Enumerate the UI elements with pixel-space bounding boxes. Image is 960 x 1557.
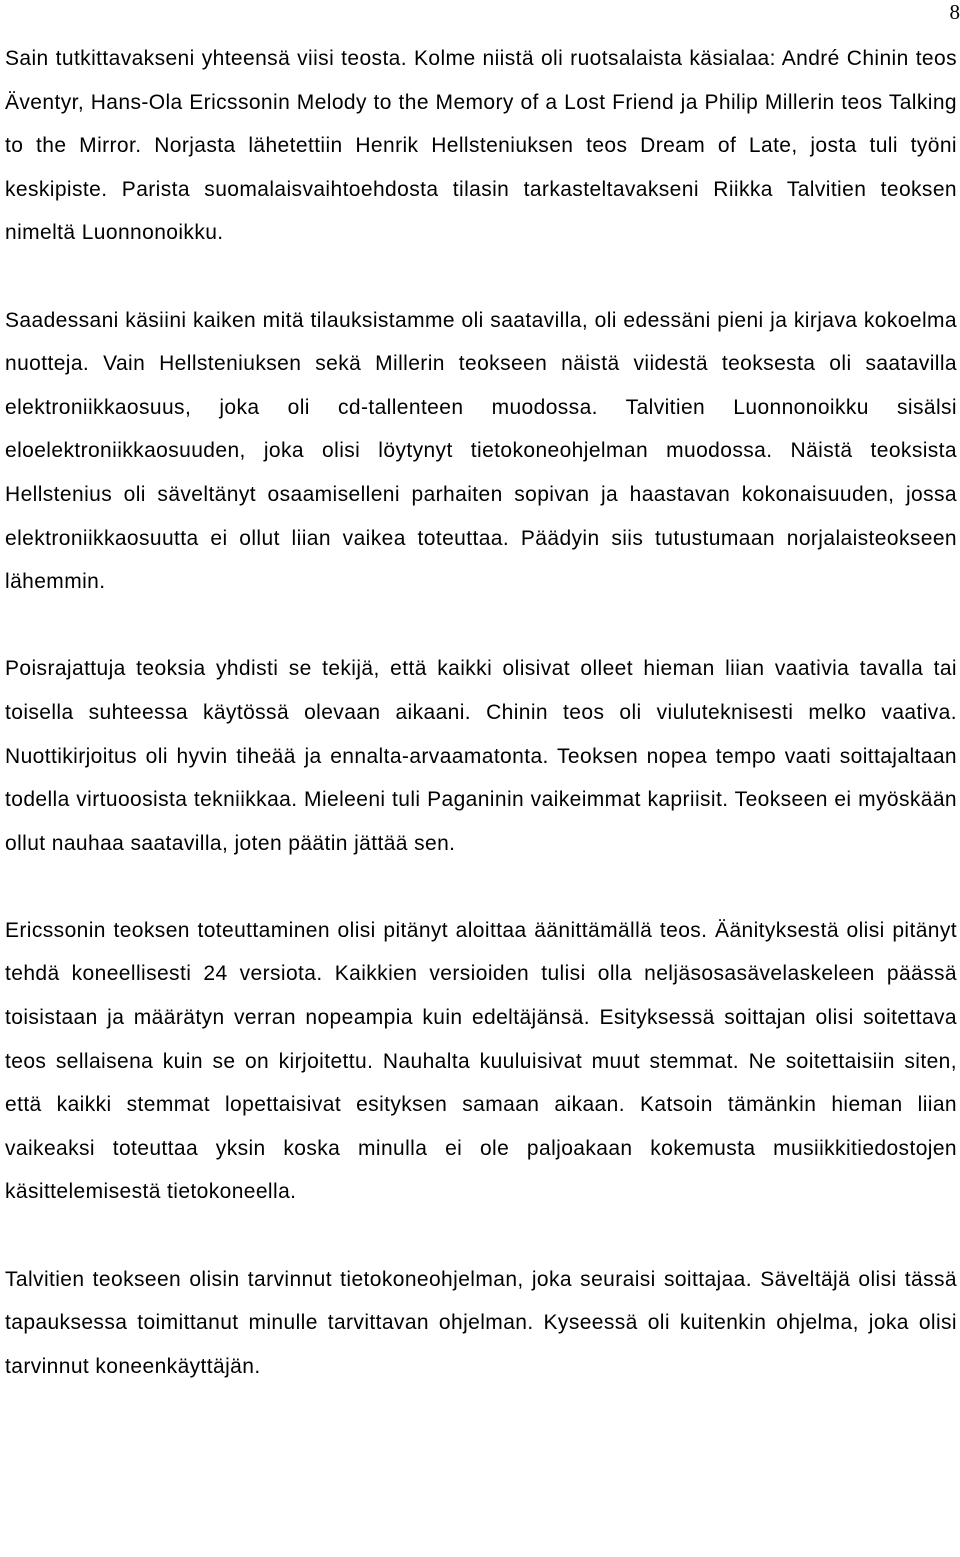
paragraph-1: Sain tutkittavakseni yhteensä viisi teosta. Kolme niistä oli ruotsalaista käsialaa: André Chinin teos Äventyr, Hans-Ola Ericssonin Melody to the Memory of a Lost Friend ja Philip Millerin teos Talking to the Mirror. Norjasta lähetettiin Henrik Hellsteniuksen teos Dream of Late, josta tuli työni keskipiste. Parista suomalaisvaihtoehdosta tilasin tarkasteltavakseni Riikka Talvitien teoksen nimeltä Luonnonoikku.	[5, 47, 957, 245]
paragraph-5: Talvitien teokseen olisin tarvinnut tietokoneohjelman, joka seuraisi soittajaa. Säveltäjä olisi tässä tapauksessa toimittanut minulle tarvittavan ohjelman. Kyseessä oli kuitenkin ohjelma, joka olisi tarvinnut koneenkäyttäjän.	[5, 1267, 957, 1378]
paragraph-4: Ericssonin teoksen toteuttaminen olisi pitänyt aloittaa äänittämällä teos. Äänityksestä olisi pitänyt tehdä koneellisesti 24 versiota. Kaikkien versioiden tulisi olla neljäsosasävelaskeleen päässä toisistaan ja määrätyn verran nopeampia kuin edeltäjänsä. Esityksessä soittajan olisi soitettava teos sellaisena kuin se on kirjoitettu. Nauhalta kuuluisivat muut stemmat. Ne soitettaisiin siten, että kaikki stemmat lopettaisivat esityksen samaan aikaan. Katsoin tämänkin hieman liian vaikeaksi toteuttaa yksin koska minulla ei ole paljoakaan kokemusta musiikkitiedostojen käsittelemisestä tietokoneella.	[5, 918, 957, 1204]
paragraph-2: Saadessani käsiini kaiken mitä tilauksistamme oli saatavilla, oli edessäni pieni ja kirjava kokoelma nuotteja. Vain Hellsteniuksen sekä Millerin teokseen näistä viidestä teoksesta oli saatavilla elektroniikkaosuus, joka oli cd-tallenteen muodossa. Talvitien Luonnonoikku sisälsi eloelektroniikkaosuuden, joka olisi löytynyt tietokoneohjelman muodossa. Näistä teoksista Hellstenius oli säveltänyt osaamiselleni parhaiten sopivan ja haastavan kokonaisuuden, jossa elektroniikkaosuutta ei ollut liian vaikea toteuttaa. Päädyin siis tutustumaan norjalaisteokseen lähemmin.	[5, 308, 957, 594]
paragraph-3: Poisrajattuja teoksia yhdisti se tekijä, että kaikki olisivat olleet hieman liian vaativia tavalla tai toisella suhteessa käytössä olevaan aikaani. Chinin teos oli viuluteknisesti melko vaativa. Nuottikirjoitus oli hyvin tiheää ja ennalta-arvaamatonta. Teoksen nopea tempo vaati soittajaltaan todella virtuoosista tekniikkaa. Mieleeni tuli Paganinin vaikeimmat kapriisit. Teokseen ei myöskään ollut nauhaa saatavilla, joten päätin jättää sen.	[5, 657, 957, 855]
page-number: 8	[949, 0, 960, 24]
body-text	[5, 37, 957, 1388]
